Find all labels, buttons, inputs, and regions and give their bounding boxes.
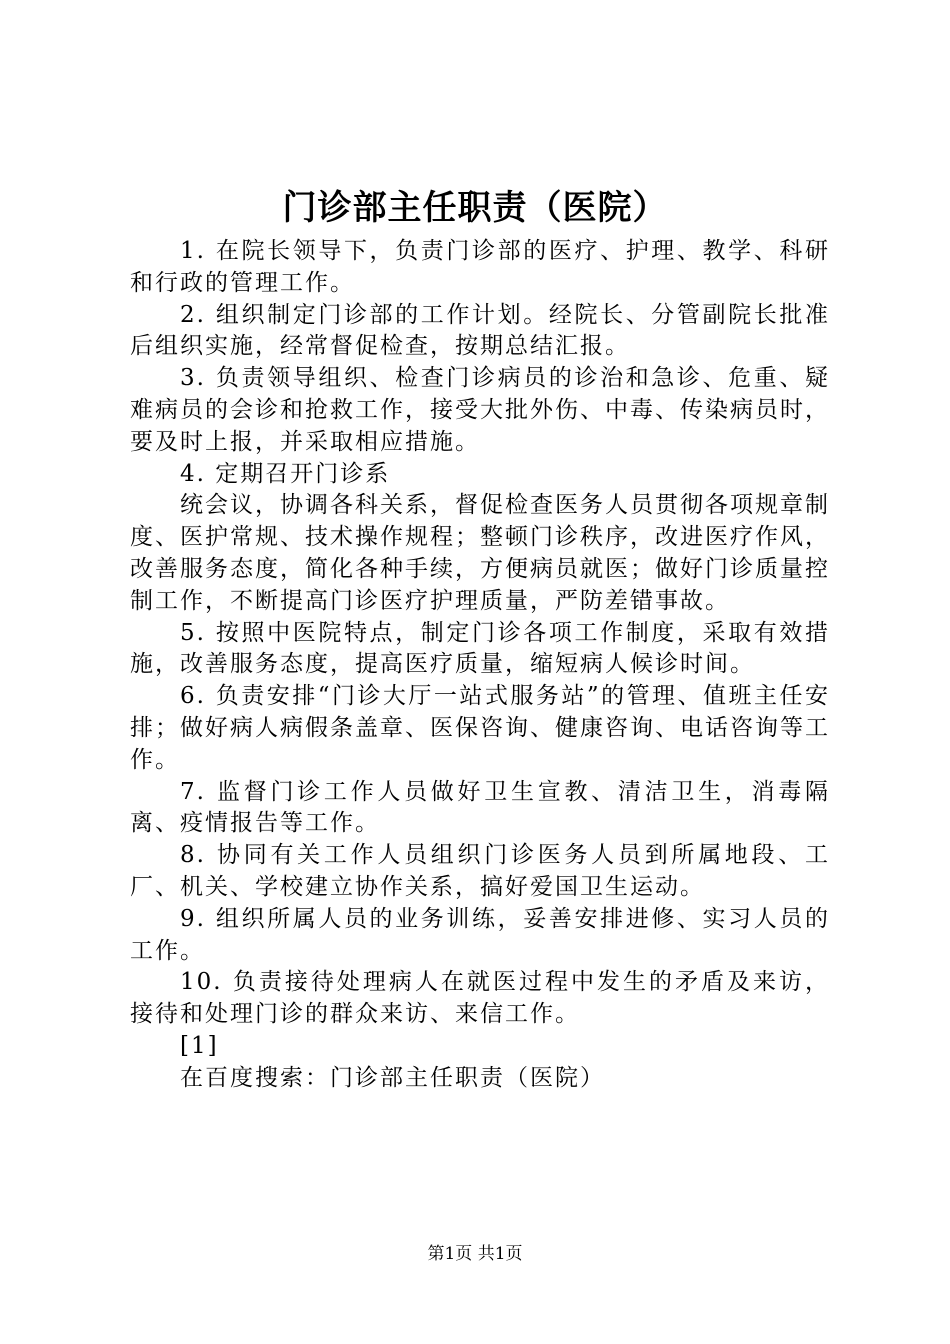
- paragraph-8: 8. 协同有关工作人员组织门诊医务人员到所属地段、工厂、机关、学校建立协作关系，搞好爱国卫生运动。: [130, 842, 830, 900]
- paragraph-4-continued: 统会议，协调各科关系，督促检查医务人员贯彻各项规章制度、医护常规、技术操作规程；整顿门诊秩序，改进医疗作风，改善服务态度，简化各种手续，方便病员就医；做好门诊质量控制工作，不断提高门诊医疗护理质量，严防差错事故。: [130, 492, 830, 614]
- document-title: 门诊部主任职责（医院）: [282, 188, 668, 228]
- page-footer: 第1页 共1页: [427, 1244, 523, 1264]
- paragraph-2: 2. 组织制定门诊部的工作计划。经院长、分管副院长批准后组织实施，经常督促检查，按期总结汇报。: [130, 301, 830, 360]
- paragraph-3: 3. 负责领导组织、检查门诊病员的诊治和急诊、危重、疑难病员的会诊和抢救工作，接受大批外伤、中毒、传染病员时，要及时上报，并采取相应措施。: [130, 365, 830, 455]
- paragraph-5: 5. 按照中医院特点，制定门诊各项工作制度，采取有效措施，改善服务态度，提高医疗质量，缩短病人候诊时间。: [130, 619, 830, 678]
- search-hint: 在百度搜索：门诊部主任职责（医院）: [180, 1064, 605, 1091]
- paragraph-6: 6. 负责安排“门诊大厅一站式服务站”的管理、值班主任安排；做好病人病假条盖章、医保咨询、健康咨询、电话咨询等工作。: [130, 683, 830, 773]
- document-body: [130, 236, 830, 1095]
- reference-marker: [1]: [180, 1032, 219, 1059]
- paragraph-9: 9. 组织所属人员的业务训练，妥善安排进修、实习人员的工作。: [130, 905, 830, 964]
- paragraph-10: 10. 负责接待处理病人在就医过程中发生的矛盾及来访，接待和处理门诊的群众来访、来信工作。: [130, 969, 830, 1028]
- paragraph-7: 7. 监督门诊工作人员做好卫生宣教、清洁卫生，消毒隔离、疫情报告等工作。: [130, 778, 830, 837]
- paragraph-1: 1. 在院长领导下，负责门诊部的医疗、护理、教学、科研和行政的管理工作。: [130, 238, 830, 296]
- paragraph-4: 4. 定期召开门诊系: [180, 460, 391, 487]
